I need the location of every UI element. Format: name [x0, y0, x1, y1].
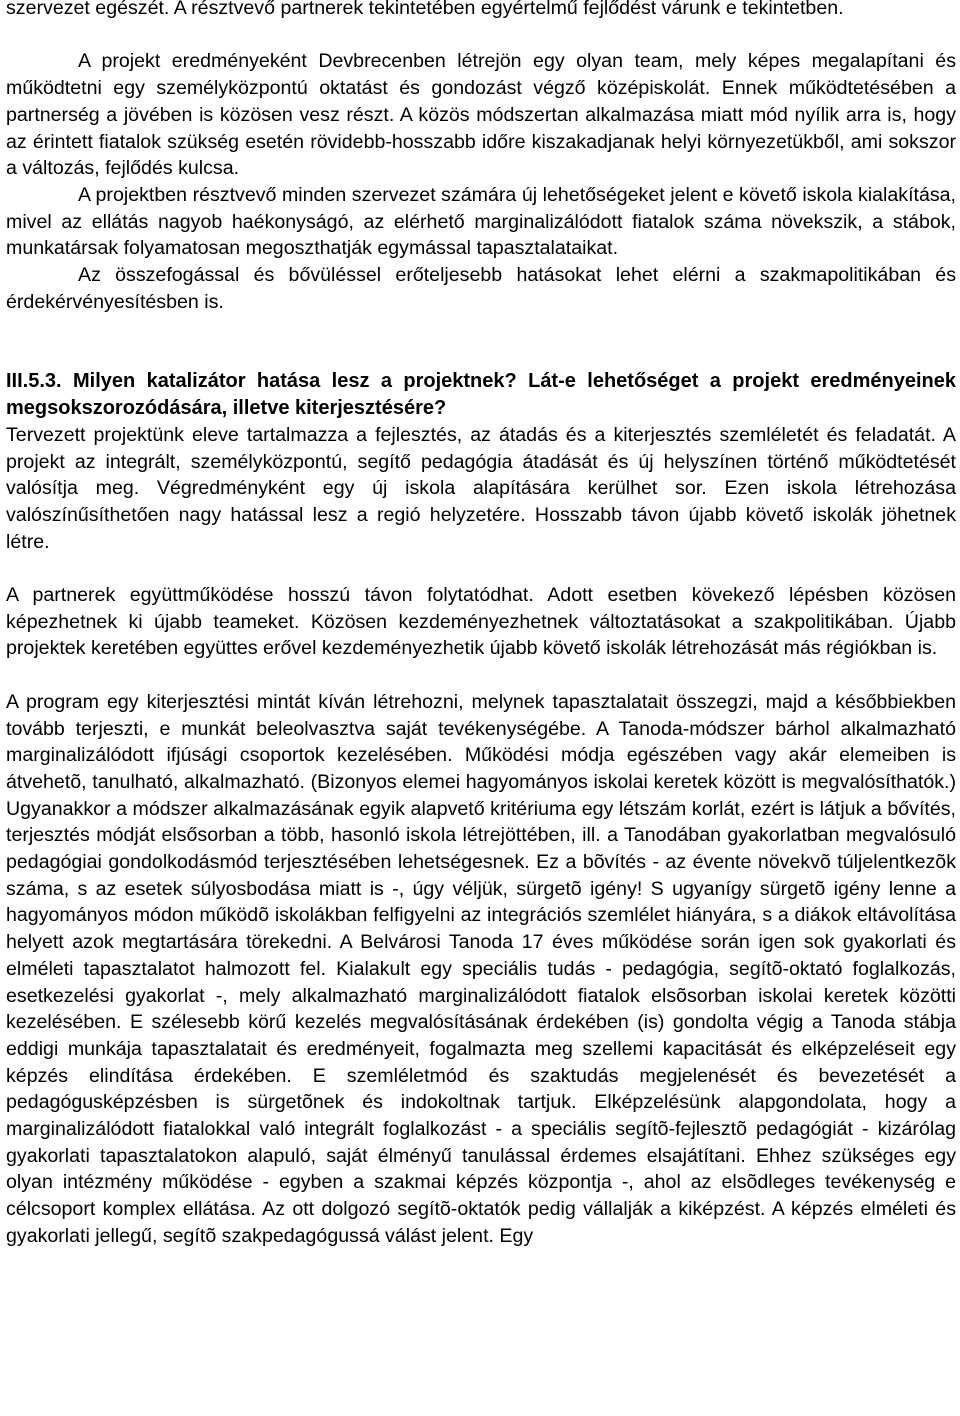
- paragraph-intro: szervezet egészét. A résztvevő partnerek tekintetében egyértelmű fejlődést várunk e tekintetben.: [6, 0, 844, 19]
- paragraph-team: A projekt eredményeként Devbrecenben létrejön egy olyan team, mely képes megalapítani és működtetni egy személyközpontú oktatást és gondozást végző középiskolát. Ennek működtetésében a partnerség a jövében is közösen vesz részt. A közös módszertan alkalmazása miatt mód nyílik arra is, hogy az érintett fiatalok szükség esetén rövidebb-hosszabb időre kiszakadjanak helyi környezetükből, ami sokszor a változás, fejlődés kulcsa.: [6, 50, 956, 180]
- document-page: [6, 0, 956, 1250]
- paragraph-organizations: A projektben résztvevő minden szervezet számára új lehetőségeket jelent e követő iskola kialakítása, mivel az ellátás nagyob haékonyságó, az elérhető marginalizálódott fiatalok száma növekszik, a stábok, munkatársak folyamatosan megoszthatják egymással tapasztalataikat.: [6, 183, 956, 260]
- paragraph-partners: A partnerek együttműködése hosszú távon folytatódhat. Adott esetben kövekező lépésben közösen képezhetnek ki újabb teameket. Közösen kezdeményezhetnek változtatásokat a szakpolitikában. Újabb projektek keretében együttes erővel kezdeményezhetik újabb követő iskolák létrehozását más régiókban is.: [6, 584, 956, 660]
- section-heading: III.5.3. Milyen katalizátor hatása lesz a projektnek? Lát-e lehetőséget a projekt eredményeinek megsokszorozódására, illetve kiterjesztésére?: [6, 370, 956, 420]
- paragraph-planned-project: Tervezett projektünk eleve tartalmazza a fejlesztés, az átadás és a kiterjesztés szemléletét és feladatát. A projekt az integrált, személyközpontú, segítő pedagógia átadását és új helyszínen történő működtetését valósítja meg. Végredményként egy új iskola alapítására kerülhet sor. Ezen iskola létrehozása valószínűsíthetően nagy hatással lesz a regió helyzetére. Hosszabb távon újabb követő iskolák jöhetnek létre.: [6, 423, 956, 553]
- paragraph-cooperation: Az összefogással és bővüléssel erőteljesebb hatásokat lehet elérni a szakmapolitikában és érdekérvényesítésben is.: [6, 264, 956, 313]
- paragraph-program: A program egy kiterjesztési mintát kíván létrehozni, melynek tapasztalatait összegzi, majd a későbbiekben tovább terjeszti, e munkát beleolvasztva saját tevékenységébe. A Tanoda-módszer bárhol alkalmazható marginalizálódott ifjúsági csoportok kezelésében. Működési módja egészében vagy akár elemeiben is átvehetõ, tanulható, alkalmazható. (Bizonyos elemei hagyományos iskolai keretek között is megvalósíthatók.) Ugyanakkor a módszer alkalmazásának egyik alapvető kritériuma egy létszám korlát, ezért is látjuk a bővítés, terjesztés módját elsősorban a több, hasonló iskola létrejöttében, ill. a Tanodában gyakorlatban megvalósuló pedagógiai gondolkodásmód terjesztésében lehetségesnek. Ez a bõvítés - az évente növekvõ túljelentkezõk száma, s az esetek súlyosbodása miatt is -, úgy véljük, sürgetõ igény! S ugyanígy sürgetõ igény lenne a hagyományos módon működõ iskolákban felfigyelni az integrációs szemlélet hiányára, s a diákok eltávolítása helyett azok megtartására törekedni. A Belvárosi Tanoda 17 éves működése során igen sok gyakorlati és elméleti tapasztalatot halmozott fel. Kialakult egy speciális tudás - pedagógia, segítõ-oktató foglalkozás, esetkezelési gyakorlat -, mely alkalmazható marginalizálódott fiatalok elsõsorban iskolai keretek közötti kezelésében. E szélesebb körű kezelés megvalósításának érdekében (is) gondolta végig a Tanoda stábja eddigi munkája tapasztalatait és eredményeit, fogalmazta meg szellemi kapacitását és elképzeléseit egy képzés elindítása érdekében. E szemléletmód és szaktudás megjelenését és bevezetését a pedagógusképzésben is sürgetõnek és indokoltnak tartjuk. Elképzelésünk alapgondolata, hogy a marginalizálódott fiatalokkal való integrált foglalkozást - a speciális segítõ-fejlesztõ pedagógiát - kizárólag gyakorlati tapasztalatokon alapuló, saját élményű tanulással érdemes elsajátítani. Ehhez szükséges egy olyan intézmény működése - egyben a szakmai képzés központja -, ahol az elsõdleges tevékenység e célcsoport komplex ellátása. Az ott dolgozó segítõ-oktatók pedig vállalják a kiképzést. A képzés elméleti és gyakorlati jellegű, segítõ szakpedagógussá válást jelent. Egy: [6, 690, 956, 1247]
